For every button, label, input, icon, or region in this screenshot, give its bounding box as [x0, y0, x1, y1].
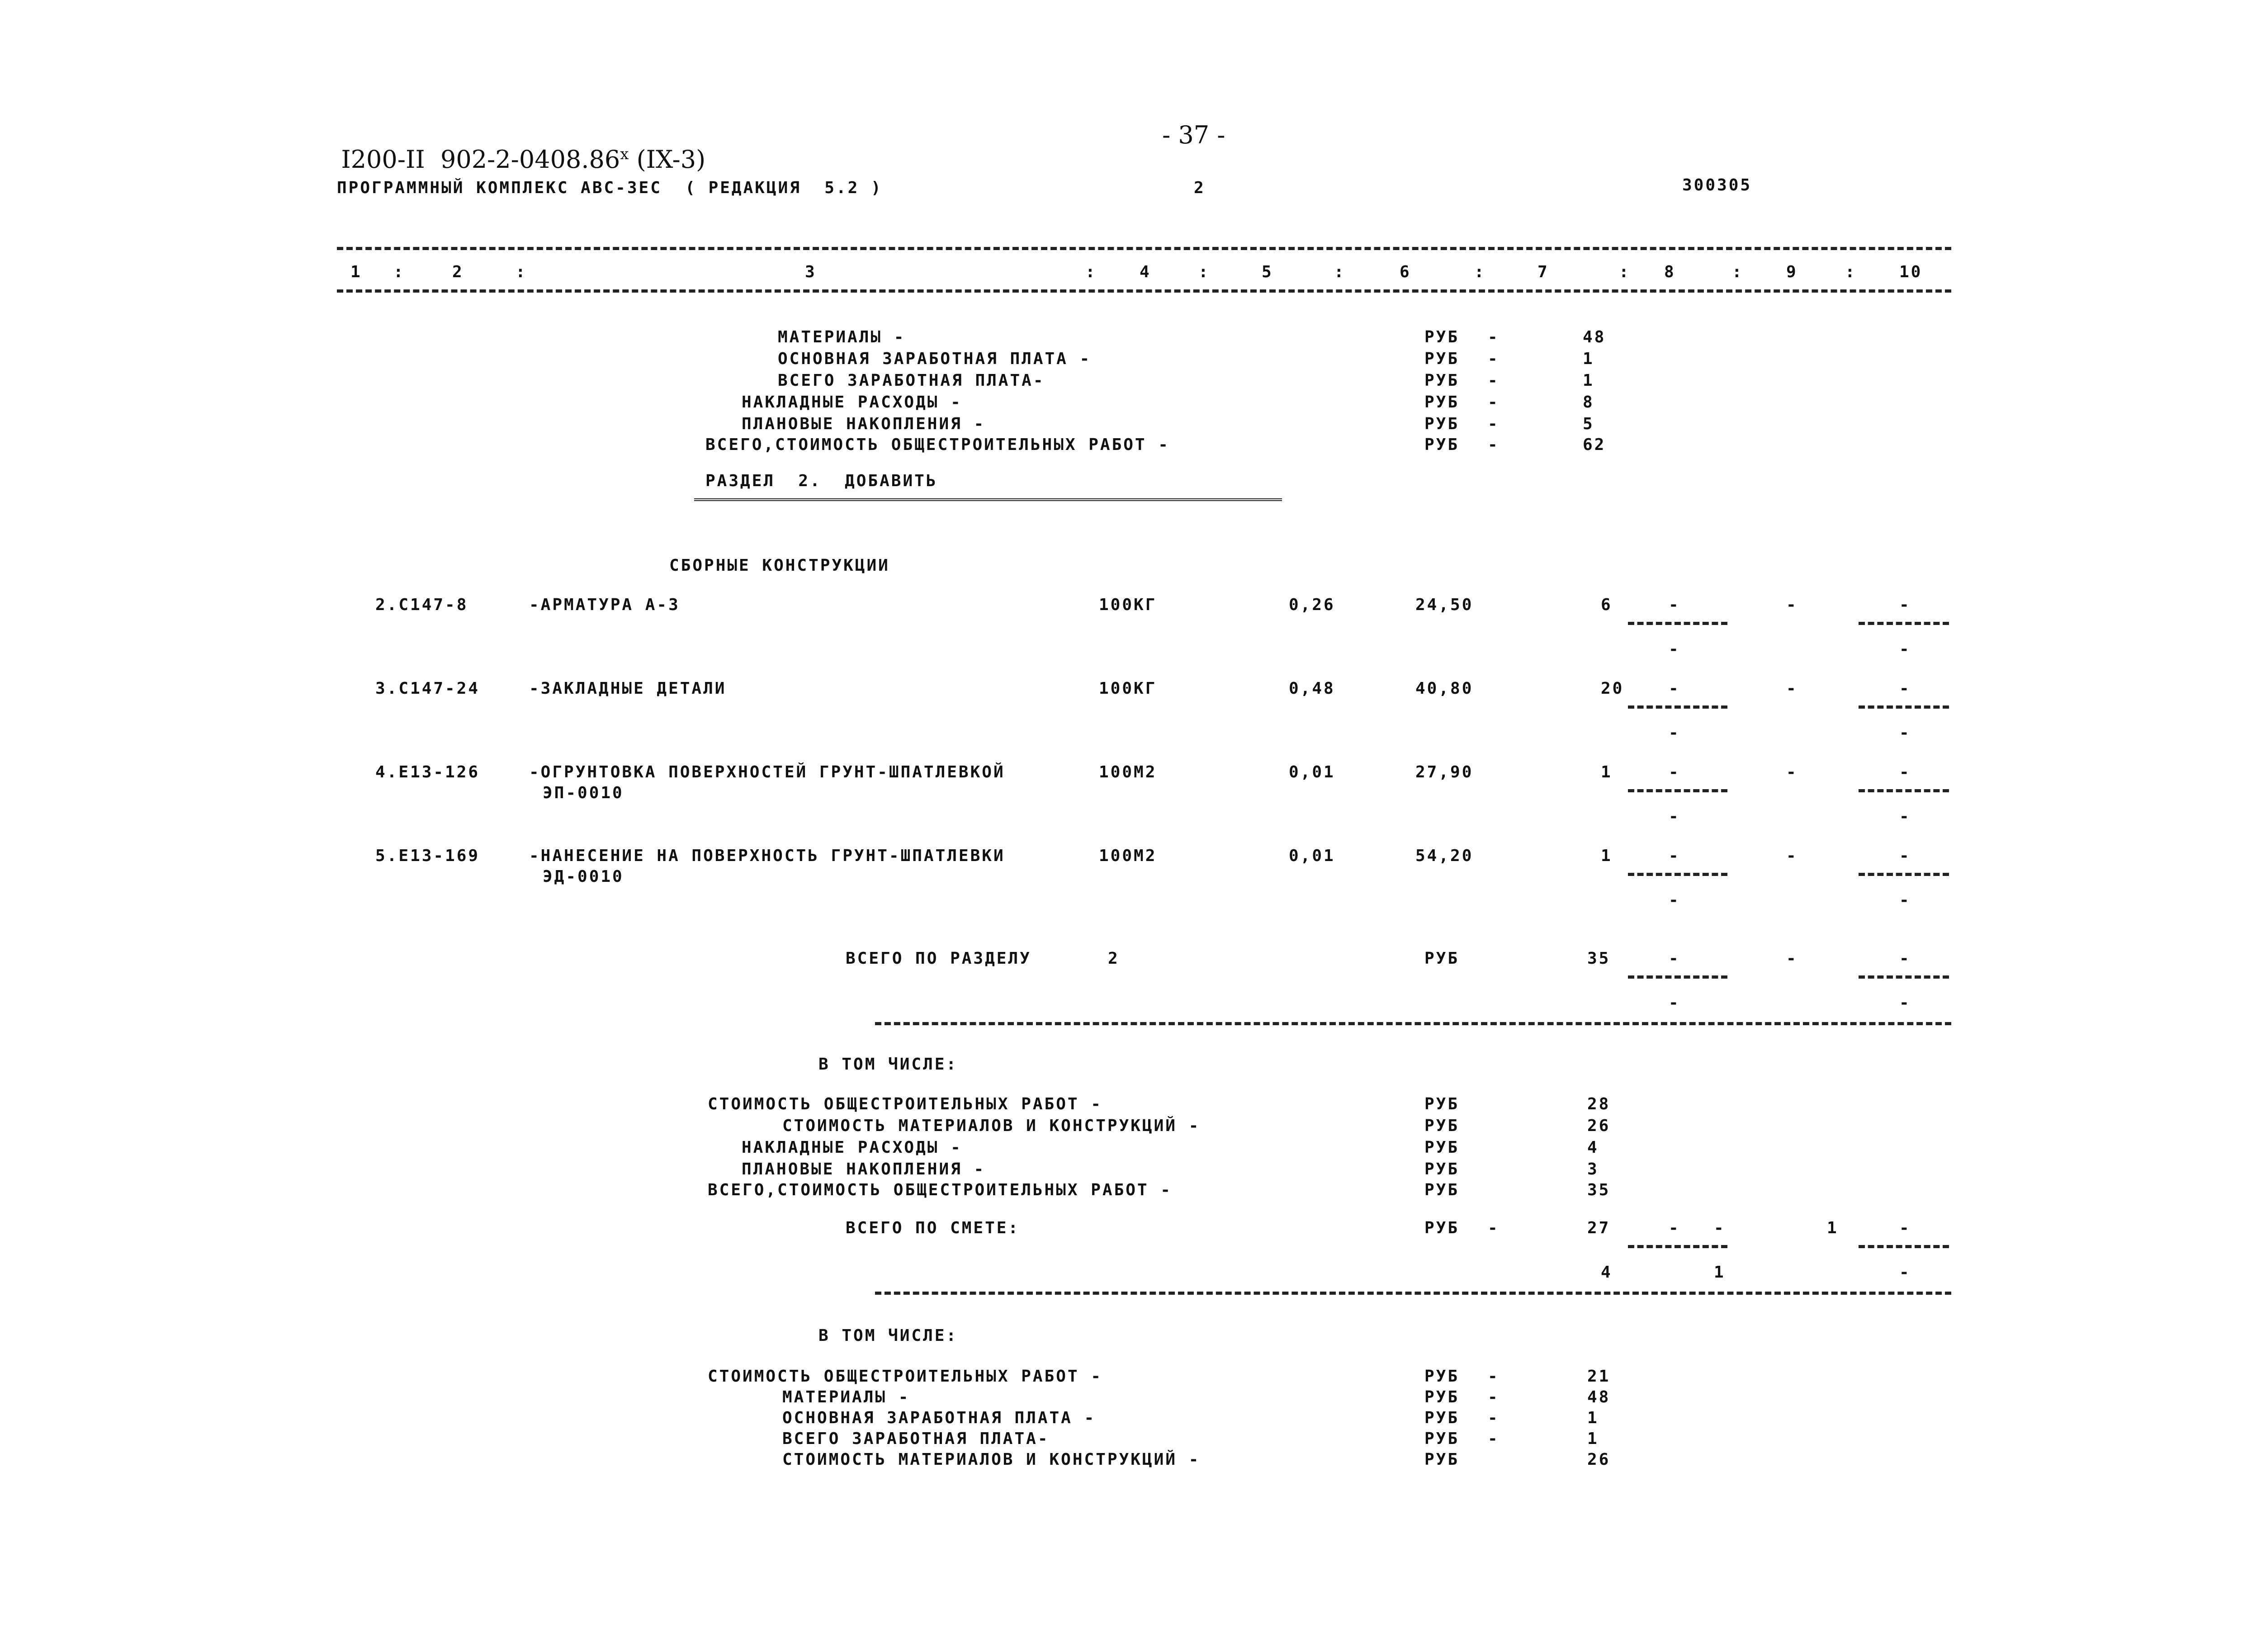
section-title: РАЗДЕЛ 2. ДОБАВИТЬ: [705, 472, 938, 490]
header-rule-top: [337, 247, 1951, 250]
row-quantity: 0,01: [1289, 763, 1335, 781]
summary-value: 1: [1583, 371, 1594, 390]
row-total: 1: [1601, 847, 1613, 865]
row-col10-subrule: [1859, 873, 1949, 876]
row-col10-sub-mark: -: [1899, 724, 1911, 742]
breakdown-unit: РУБ: [1424, 1138, 1460, 1157]
summary-label: ВСЕГО ЗАРАБОТНАЯ ПЛАТА-: [778, 371, 1045, 390]
row-col8-sub-mark: -: [1669, 640, 1680, 658]
section-total-col10-mark: -: [1899, 949, 1911, 968]
column-header-4: 4: [1140, 263, 1151, 281]
total-breakdown-label: ВСЕГО ЗАРАБОТНАЯ ПЛАТА-: [782, 1430, 1050, 1448]
column-separator: :: [1732, 263, 1744, 281]
column-header-9: 9: [1786, 263, 1798, 281]
row-code: 2.С147-8: [375, 596, 468, 614]
row-price: 54,20: [1415, 847, 1474, 865]
section-total-rule: [875, 1022, 1951, 1025]
summary-value: 5: [1583, 415, 1594, 433]
row-col10-subrule: [1859, 705, 1949, 709]
total-breakdown-dash: -: [1488, 1409, 1500, 1427]
estimate-total-col8-subrule: [1628, 1245, 1727, 1248]
document-code-main: I200-II 902-2-0408.86: [341, 145, 620, 174]
summary-unit: РУБ: [1424, 435, 1460, 454]
estimate-total-rule: [875, 1292, 1951, 1295]
total-breakdown-value: 1: [1587, 1430, 1599, 1448]
total-breakdown-label: ОСНОВНАЯ ЗАРАБОТНАЯ ПЛАТА -: [782, 1409, 1096, 1427]
row-total: 6: [1601, 596, 1613, 614]
column-header-2: 2: [452, 263, 464, 281]
column-header-6: 6: [1400, 263, 1411, 281]
column-separator: :: [393, 263, 405, 281]
summary-label: ПЛАНОВЫЕ НАКОПЛЕНИЯ -: [742, 415, 986, 433]
summary-dash: -: [1488, 415, 1500, 433]
section-total-unit: РУБ: [1424, 949, 1460, 968]
summary-value: 8: [1583, 393, 1594, 412]
row-col9-mark: -: [1786, 679, 1798, 698]
section-total-col8-subrule: [1628, 975, 1727, 979]
row-col10-mark: -: [1899, 847, 1911, 865]
row-col10-sub-mark: -: [1899, 807, 1911, 826]
total-breakdown-value: 26: [1587, 1450, 1611, 1469]
row-col8-subrule: [1628, 705, 1727, 709]
including-label: В ТОМ ЧИСЛЕ:: [818, 1055, 958, 1074]
row-quantity: 0,48: [1289, 679, 1335, 698]
row-col8-sub-mark: -: [1669, 807, 1680, 826]
row-col10-subrule: [1859, 789, 1949, 792]
row-col8-subrule: [1628, 789, 1727, 792]
program-sheet-number: 2: [1194, 179, 1206, 197]
summary-value: 62: [1583, 435, 1606, 454]
header-rule-bottom: [337, 289, 1951, 293]
section-total-col8-sub-mark: -: [1669, 994, 1680, 1012]
breakdown-label: СТОИМОСТЬ ОБЩЕСТРОИТЕЛЬНЫХ РАБОТ -: [708, 1095, 1102, 1113]
row-price: 27,90: [1415, 763, 1474, 781]
total-breakdown-value: 48: [1587, 1388, 1611, 1406]
breakdown-value: 4: [1587, 1138, 1599, 1157]
section-subtitle: СБОРНЫЕ КОНСТРУКЦИИ: [669, 556, 890, 575]
estimate-total-col8-mark: -: [1669, 1219, 1680, 1237]
section-title-underline: [694, 498, 1282, 501]
column-header-3: 3: [805, 263, 817, 281]
summary-dash: -: [1488, 435, 1500, 454]
row-col8-mark: -: [1669, 679, 1680, 698]
breakdown-label: ВСЕГО,СТОИМОСТЬ ОБЩЕСТРОИТЕЛЬНЫХ РАБОТ -: [708, 1181, 1172, 1199]
estimate-total-col10-mark: -: [1899, 1219, 1911, 1237]
program-title: ПРОГРАММНЫЙ КОМПЛЕКС АВС-ЗЕС ( РЕДАКЦИЯ 5.2 ): [337, 179, 883, 197]
column-separator: :: [1845, 263, 1857, 281]
row-name-continued: ЭП-0010: [543, 784, 624, 802]
summary-dash: -: [1488, 371, 1500, 390]
breakdown-value: 3: [1587, 1160, 1599, 1179]
estimate-total-sub-left: 4: [1601, 1263, 1613, 1282]
row-col10-sub-mark: -: [1899, 891, 1911, 909]
breakdown-label: НАКЛАДНЫЕ РАСХОДЫ -: [742, 1138, 962, 1157]
row-code: 5.Е13-169: [375, 847, 480, 865]
row-col8-mark: -: [1669, 763, 1680, 781]
total-breakdown-dash: -: [1488, 1430, 1500, 1448]
row-unit: 100М2: [1099, 847, 1157, 865]
row-name: -ЗАКЛАДНЫЕ ДЕТАЛИ: [529, 679, 727, 698]
breakdown-label: СТОИМОСТЬ МАТЕРИАЛОВ И КОНСТРУКЦИЙ -: [782, 1117, 1201, 1135]
column-separator: :: [1198, 263, 1210, 281]
estimate-total-col10-subrule: [1859, 1245, 1949, 1248]
estimate-total-col8b-mark: -: [1714, 1219, 1726, 1237]
row-col8-sub-mark: -: [1669, 891, 1680, 909]
column-separator: :: [1085, 263, 1097, 281]
row-col10-mark: -: [1899, 679, 1911, 698]
breakdown-value: 28: [1587, 1095, 1611, 1113]
section-total-col8-mark: -: [1669, 949, 1680, 968]
summary-unit: РУБ: [1424, 350, 1460, 368]
document-code-sup: x: [620, 145, 629, 163]
summary-unit: РУБ: [1424, 328, 1460, 346]
estimate-total-dash: -: [1488, 1219, 1500, 1237]
breakdown-unit: РУБ: [1424, 1095, 1460, 1113]
row-unit: 100КГ: [1099, 679, 1157, 698]
summary-dash: -: [1488, 393, 1500, 412]
column-separator: :: [516, 263, 527, 281]
estimate-total-value: 27: [1587, 1219, 1611, 1237]
summary-value: 48: [1583, 328, 1606, 346]
estimate-total-col9-value: 1: [1827, 1219, 1839, 1237]
summary-dash: -: [1488, 328, 1500, 346]
row-col9-mark: -: [1786, 596, 1798, 614]
summary-dash: -: [1488, 350, 1500, 368]
total-breakdown-label: СТОИМОСТЬ ОБЩЕСТРОИТЕЛЬНЫХ РАБОТ -: [708, 1367, 1102, 1386]
row-quantity: 0,01: [1289, 847, 1335, 865]
row-price: 40,80: [1415, 679, 1474, 698]
row-col8-mark: -: [1669, 847, 1680, 865]
row-col10-sub-mark: -: [1899, 640, 1911, 658]
page-number: - 37 -: [1162, 121, 1225, 149]
row-name: -НАНЕСЕНИЕ НА ПОВЕРХНОСТЬ ГРУНТ-ШПАТЛЕВКИ: [529, 847, 1005, 865]
row-col8-sub-mark: -: [1669, 724, 1680, 742]
estimate-total-unit: РУБ: [1424, 1219, 1460, 1237]
row-name-continued: ЭД-0010: [543, 867, 624, 886]
total-breakdown-dash: -: [1488, 1367, 1500, 1386]
breakdown-unit: РУБ: [1424, 1181, 1460, 1199]
total-breakdown-value: 21: [1587, 1367, 1611, 1386]
row-col10-mark: -: [1899, 763, 1911, 781]
row-code: 3.С147-24: [375, 679, 480, 698]
estimate-total-col10-sub-mark: -: [1899, 1263, 1911, 1282]
including-label-2: В ТОМ ЧИСЛЕ:: [818, 1326, 958, 1345]
column-header-10: 10: [1899, 263, 1923, 281]
row-col10-mark: -: [1899, 596, 1911, 614]
row-total: 1: [1601, 763, 1613, 781]
row-name: -ОГРУНТОВКА ПОВЕРХНОСТЕЙ ГРУНТ-ШПАТЛЕВКОЙ: [529, 763, 1005, 781]
column-separator: :: [1334, 263, 1346, 281]
breakdown-value: 35: [1587, 1181, 1611, 1199]
summary-label: НАКЛАДНЫЕ РАСХОДЫ -: [742, 393, 962, 412]
summary-value: 1: [1583, 350, 1594, 368]
section-total-col10-sub-mark: -: [1899, 994, 1911, 1012]
column-header-5: 5: [1262, 263, 1273, 281]
column-header-1: 1: [350, 263, 362, 281]
document-code-tail: (IX-3): [629, 145, 706, 174]
row-col9-mark: -: [1786, 847, 1798, 865]
column-separator: :: [1474, 263, 1486, 281]
total-breakdown-value: 1: [1587, 1409, 1599, 1427]
summary-label: ОСНОВНАЯ ЗАРАБОТНАЯ ПЛАТА -: [778, 350, 1092, 368]
row-price: 24,50: [1415, 596, 1474, 614]
row-unit: 100М2: [1099, 763, 1157, 781]
row-col8-mark: -: [1669, 596, 1680, 614]
program-code: 300305: [1682, 176, 1752, 194]
total-breakdown-unit: РУБ: [1424, 1450, 1460, 1469]
breakdown-value: 26: [1587, 1117, 1611, 1135]
column-header-7: 7: [1537, 263, 1549, 281]
summary-unit: РУБ: [1424, 371, 1460, 390]
section-total-col9-mark: -: [1786, 949, 1798, 968]
row-unit: 100КГ: [1099, 596, 1157, 614]
section-total-label: ВСЕГО ПО РАЗДЕЛУ: [846, 949, 1031, 968]
breakdown-unit: РУБ: [1424, 1117, 1460, 1135]
row-quantity: 0,26: [1289, 596, 1335, 614]
estimate-total-label: ВСЕГО ПО СМЕТЕ:: [846, 1219, 1020, 1237]
row-name: -АРМАТУРА А-3: [529, 596, 680, 614]
summary-label: МАТЕРИАЛЫ -: [778, 328, 906, 346]
row-col8-subrule: [1628, 622, 1727, 625]
row-col10-subrule: [1859, 622, 1949, 625]
row-col9-mark: -: [1786, 763, 1798, 781]
total-breakdown-unit: РУБ: [1424, 1367, 1460, 1386]
total-breakdown-label: МАТЕРИАЛЫ -: [782, 1388, 910, 1406]
section-total-value: 35: [1587, 949, 1611, 968]
row-col8-subrule: [1628, 873, 1727, 876]
section-total-col10-subrule: [1859, 975, 1949, 979]
section-total-number: 2: [1108, 949, 1120, 968]
row-total: 20: [1601, 679, 1624, 698]
row-code: 4.Е13-126: [375, 763, 480, 781]
summary-unit: РУБ: [1424, 393, 1460, 412]
total-breakdown-label: СТОИМОСТЬ МАТЕРИАЛОВ И КОНСТРУКЦИЙ -: [782, 1450, 1201, 1469]
column-separator: :: [1619, 263, 1631, 281]
column-header-8: 8: [1664, 263, 1676, 281]
breakdown-label: ПЛАНОВЫЕ НАКОПЛЕНИЯ -: [742, 1160, 986, 1179]
summary-unit: РУБ: [1424, 415, 1460, 433]
document-code: [326, 122, 705, 172]
total-breakdown-unit: РУБ: [1424, 1430, 1460, 1448]
estimate-total-sub-value: 1: [1714, 1263, 1726, 1282]
summary-label: ВСЕГО,СТОИМОСТЬ ОБЩЕСТРОИТЕЛЬНЫХ РАБОТ -: [705, 435, 1170, 454]
total-breakdown-dash: -: [1488, 1388, 1500, 1406]
breakdown-unit: РУБ: [1424, 1160, 1460, 1179]
total-breakdown-unit: РУБ: [1424, 1409, 1460, 1427]
total-breakdown-unit: РУБ: [1424, 1388, 1460, 1406]
